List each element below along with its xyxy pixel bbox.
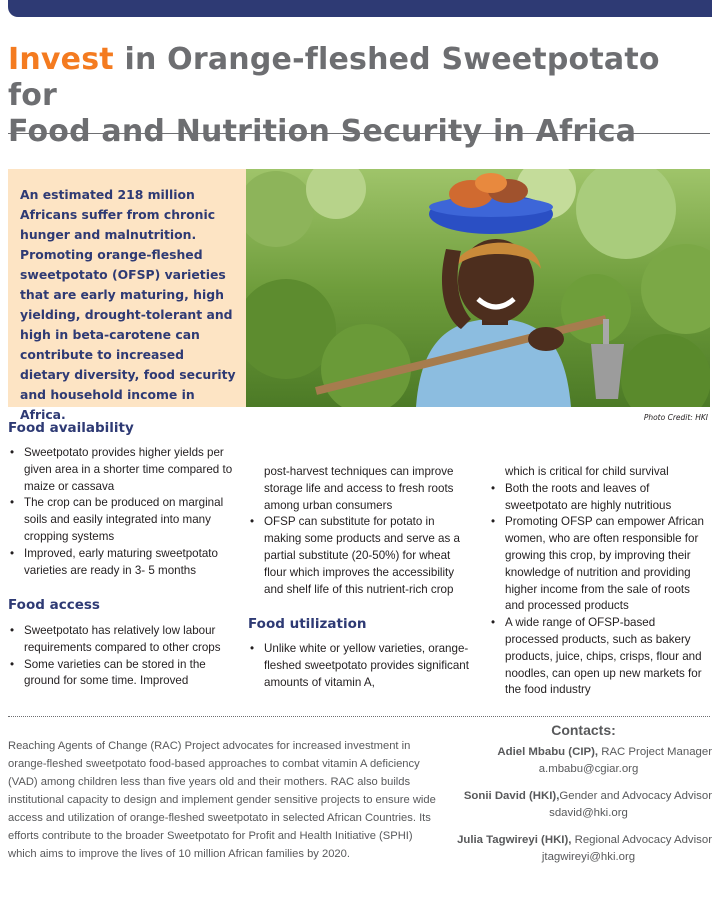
list-item: • OFSP can substitute for potato in making some products and serve as a partial substitute (20-50%) for wheat flour which improves the accessibility and shelf life of this nutrient-rich crop [248,514,470,598]
contact-email[interactable]: a.mbabu@cgiar.org [538,763,639,775]
contact-email[interactable]: sdavid@hki.org [549,807,628,819]
food-access-heading: Food access [8,597,100,613]
contact-name: Julia Tagwireyi (HKI), [457,834,572,846]
food-availability-heading: Food availability [8,420,134,436]
list-item: • Promoting OFSP can empower African women, who are often responsible for growing this crop, by improving their knowledge of nutrition and providing higher income from the sale of roots and processed products [489,514,711,615]
list-item: • A wide range of OFSP-based processed products, such as bakery products, juice, chips, crisps, flour and noodles, can open up new markets for the food industry [489,615,711,699]
list-item-continued: which is critical for child survival [505,465,669,478]
list-item: • The crop can be produced on marginal soils and easily integrated into many cropping systems [8,495,234,545]
contact-role: Regional Advocacy Advisor [571,834,712,846]
title-accent: Invest [8,42,114,77]
photo-credit: Photo Credit: HKI [643,413,708,422]
food-utilization-list-continued [489,464,711,699]
about-rac-text: Reaching Agents of Change (RAC) Project advocates for increased investment in orange-fleshed sweetpotato food-based approaches to combat vitamin A deficiency (VAD) among children less than five years old and their mothers. RAC also builds institutional capacity to design and implement gender sensitive projects to ensure wide access and utilization of orange-fleshed sweetpotato in selected African Countries. Its efforts contribute to the broader Sweetpotato for Profit and Health Initiative (SPHI) which aims to improve the lives of 10 million African families by 2020. [8,740,436,860]
title-divider [8,133,710,134]
contact-item [445,744,712,778]
intro-text: An estimated 218 million Africans suffer from chronic hunger and malnutrition. Promoting orange-fleshed sweetpotato (OFSP) varieties that are early maturing, high yielding, drought-tolerant and high in beta-carotene can contribute to increased dietary diversity, food security and household income in Africa. [20,187,236,422]
list-item-continued: post-harvest techniques can improve storage life and access to fresh roots among urban consumers [264,465,454,512]
list-item: • Sweetpotato has relatively low labour requirements compared to other crops [8,623,234,657]
contact-name: Adiel Mbabu (CIP), [497,746,599,758]
food-access-list [8,623,234,690]
intro-box [8,169,246,422]
food-utilization-list [248,641,470,691]
list-item: • Sweetpotato provides higher yields per given area in a shorter time compared to maize or cassava [8,445,234,495]
photo-illustration [246,169,710,407]
contacts-heading: Contacts: [551,722,616,738]
contact-name: Sonii David (HKI), [463,790,560,802]
contact-item [445,788,712,822]
contacts-block [445,722,712,876]
list-item: • Both the roots and leaves of sweetpotato are highly nutritious [489,481,711,515]
food-availability-list [8,445,234,579]
woman-carrying-sweetpotatoes-photo [246,169,710,407]
food-utilization-heading: Food utilization [248,616,367,632]
title-line2: Food and Nutrition Security in Africa [8,114,637,149]
contact-email[interactable]: jtagwireyi@hki.org [541,851,636,863]
list-item: • Improved, early maturing sweetpotato varieties are ready in 3- 5 months [8,546,234,580]
contact-role: RAC Project Manager [598,746,712,758]
contact-item [445,832,712,866]
list-item: • Some varieties can be stored in the ground for some time. Improved [8,657,234,691]
contact-role: Gender and Advocacy Advisor [559,790,712,802]
title-rest: in Orange-fleshed Sweetpotato for [8,42,660,113]
top-banner-bar [8,0,712,17]
list-item: • Unlike white or yellow varieties, orange-fleshed sweetpotato provides significant amounts of vitamin A, [248,641,470,691]
food-access-list-continued [248,464,470,598]
section-divider [8,716,710,717]
